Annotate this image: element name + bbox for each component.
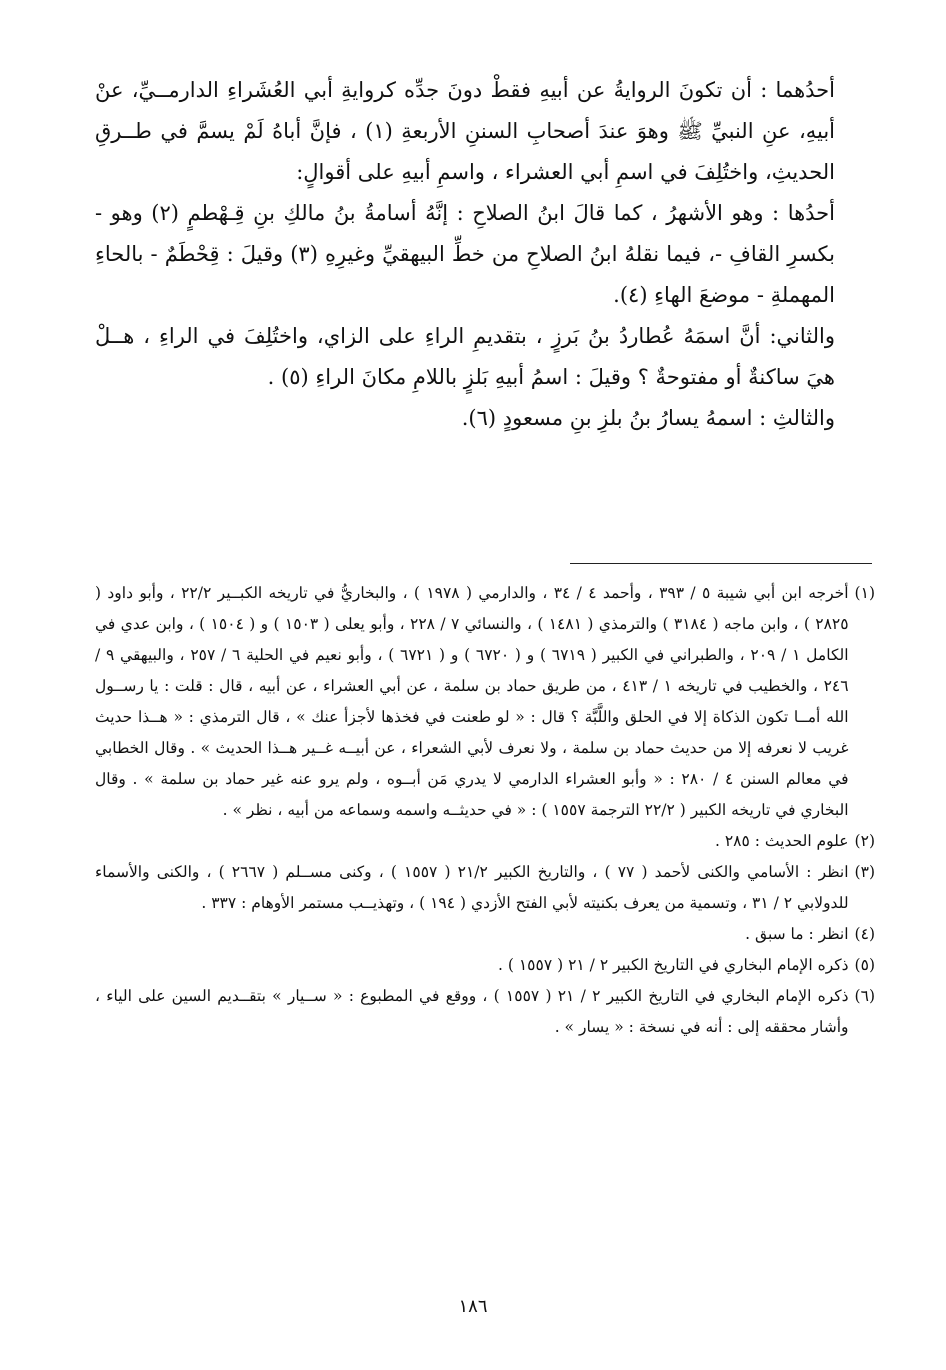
footnote-number: (٥) (854, 956, 875, 974)
footnote-separator (570, 563, 872, 564)
main-paragraph-3: والثاني: أنَّ اسمَهُ عُطاردُ بنُ بَرزٍ ، بتقديمِ الراءِ على الزاي، واختُلِفَ في الراءِ ، هــلْ هيَ ساكنةٌ أو مفتوحةٌ ؟ وقيلَ : اسمُ أبيهِ بَلزٍ باللامِ مكانَ الراءِ (٥) . (95, 324, 835, 389)
main-paragraph-4: والثالثِ : اسمهُ يسارُ بنُ بلزِ بنِ مسعودٍ (٦). (461, 406, 835, 430)
footnote-6 (95, 981, 875, 1043)
main-text (95, 70, 875, 439)
footnote-text: ذكره الإمام البخاري في التاريخ الكبير ٢ / ٢١ ( ١٥٥٧ ) ، ووقع في المطبوع : « ســيار » بتقــديم السين على الياء ، وأشار محققه إلى : أنه في نسخة : « يسار » . (95, 987, 849, 1036)
footnote-number: (٣) (854, 863, 875, 881)
footnote-3 (95, 857, 875, 919)
footnote-2 (95, 826, 875, 857)
footnote-number: (٤) (854, 925, 875, 943)
page-number: ١٨٦ (458, 1296, 488, 1317)
footnote-text: انظر : الأسامي والكنى لأحمد ( ٧٧ ) ، والتاريخ الكبير ٢١/٢ ( ١٥٥٧ ) ، وكنى مســلم ( ٢٦٦٧ ) ، والكنى والأسماء للدولابي ٢ / ٣١ ، وتسمية من يعرف بكنيته لأبي الفتح الأزدي ( ١٩٤ ) ، وتهذيــب مستمر الأوهام : ٣٣٧ . (95, 863, 849, 912)
footnote-number: (٢) (854, 832, 875, 850)
footnote-text: علوم الحديث : ٢٨٥ . (715, 832, 849, 850)
main-paragraph-2: أحدُها : وهو الأشهرُ ، كما قالَ ابنُ الصلاحِ : إنَّهُ أسامةُ بنُ مالكِ بنِ قِـهْطمٍ (٢) وهو - بكسرِ القافِ -، فيما نقلهُ ابنُ الصلاحِ من خطِّ البيهقيِّ وغيرِهِ (٣) وقيلَ : قِحْطَمٌ - بالحاءِ المهملةِ - موضعَ الهاءِ (٤). (95, 201, 836, 307)
footnote-text: ذكره الإمام البخاري في التاريخ الكبير ٢ / ٢١ ( ١٥٥٧ ) . (498, 956, 849, 974)
footnote-5 (95, 950, 875, 981)
main-paragraph-1: أحدُهما : أن تكونَ الروايةُ عن أبيهِ فقطْ دونَ جدِّه كروايةِ أبي العُشَراءِ الدارمــيِّ، عنْ أبيهِ، عنِ النبيِّ ﷺ وهوَ عندَ أصحابِ السننِ الأربعةِ (١) ، فإنَّ أباهُ لَمْ يسمَّ في طــرقِ الحديثِ، واختُلِفَ في اسمِ أبي العشراء ، واسمِ أبيهِ على أقوالٍ: (95, 78, 835, 184)
footnote-4 (95, 919, 875, 950)
footnote-text: أخرجه ابن أبي شيبة ٥ / ٣٩٣ ، وأحمد ٤ / ٣٤ ، والدارمي ( ١٩٧٨ ) ، والبخاريُّ في تاريخه الكبــير ٢٢/٢ ، وأبو داود ( ٢٨٢٥ ) ، وابن ماجه ( ٣١٨٤ ) والترمذي ( ١٤٨١ ) ، والنسائي ٧ / ٢٢٨ ، وأبو يعلى ( ١٥٠٣ ) و ( ١٥٠٤ ) ، وابن عدي في الكامل ١ / ٢٠٩ ، والطبراني في الكبير ( ٦٧١٩ ) و ( ٦٧٢٠ ) و ( ٦٧٢١ ) ، وأبو نعيم في الحلية ٦ / ٢٥٧ ، والبيهقي ٩ / ٢٤٦ ، والخطيب في تاريخه ١ / ٤١٣ ، من طريق حماد بن سلمة ، عن أبي العشراء ، عن أبيه ، قال : قلت : يا رســول الله أمــا تكون الذكاة إلا في الحلق واللَّبَّة ؟ قال : « لو طعنت في فخذها لأجزأ عنك » ، قال الترمذي : « هــذا حديث غريب لا نعرفه إلا من حديث حماد بن سلمة ، ولا نعرف لأبي الشعراء ، عن أبيــه غــير هــذا الحديث » . وقال الخطابي في معالم السنن ٤ / ٢٨٠ : « وأبو العشراء الدارمي لا يدري مَن أبــوه ، ولم يرو عنه غير حماد بن سلمة » . وقال البخاري في تاريخه الكبير ( ٢٢/٢ الترجمة ١٥٥٧ ) : « في حديثــه واسمه وسماعه من أبيه ، نظر » . (95, 584, 849, 819)
footnote-number: (١) (854, 584, 875, 602)
footnote-text: انظر : ما سبق . (745, 925, 849, 943)
footnotes (95, 578, 875, 1043)
footnote-1 (95, 578, 875, 826)
footnote-number: (٦) (854, 987, 875, 1005)
